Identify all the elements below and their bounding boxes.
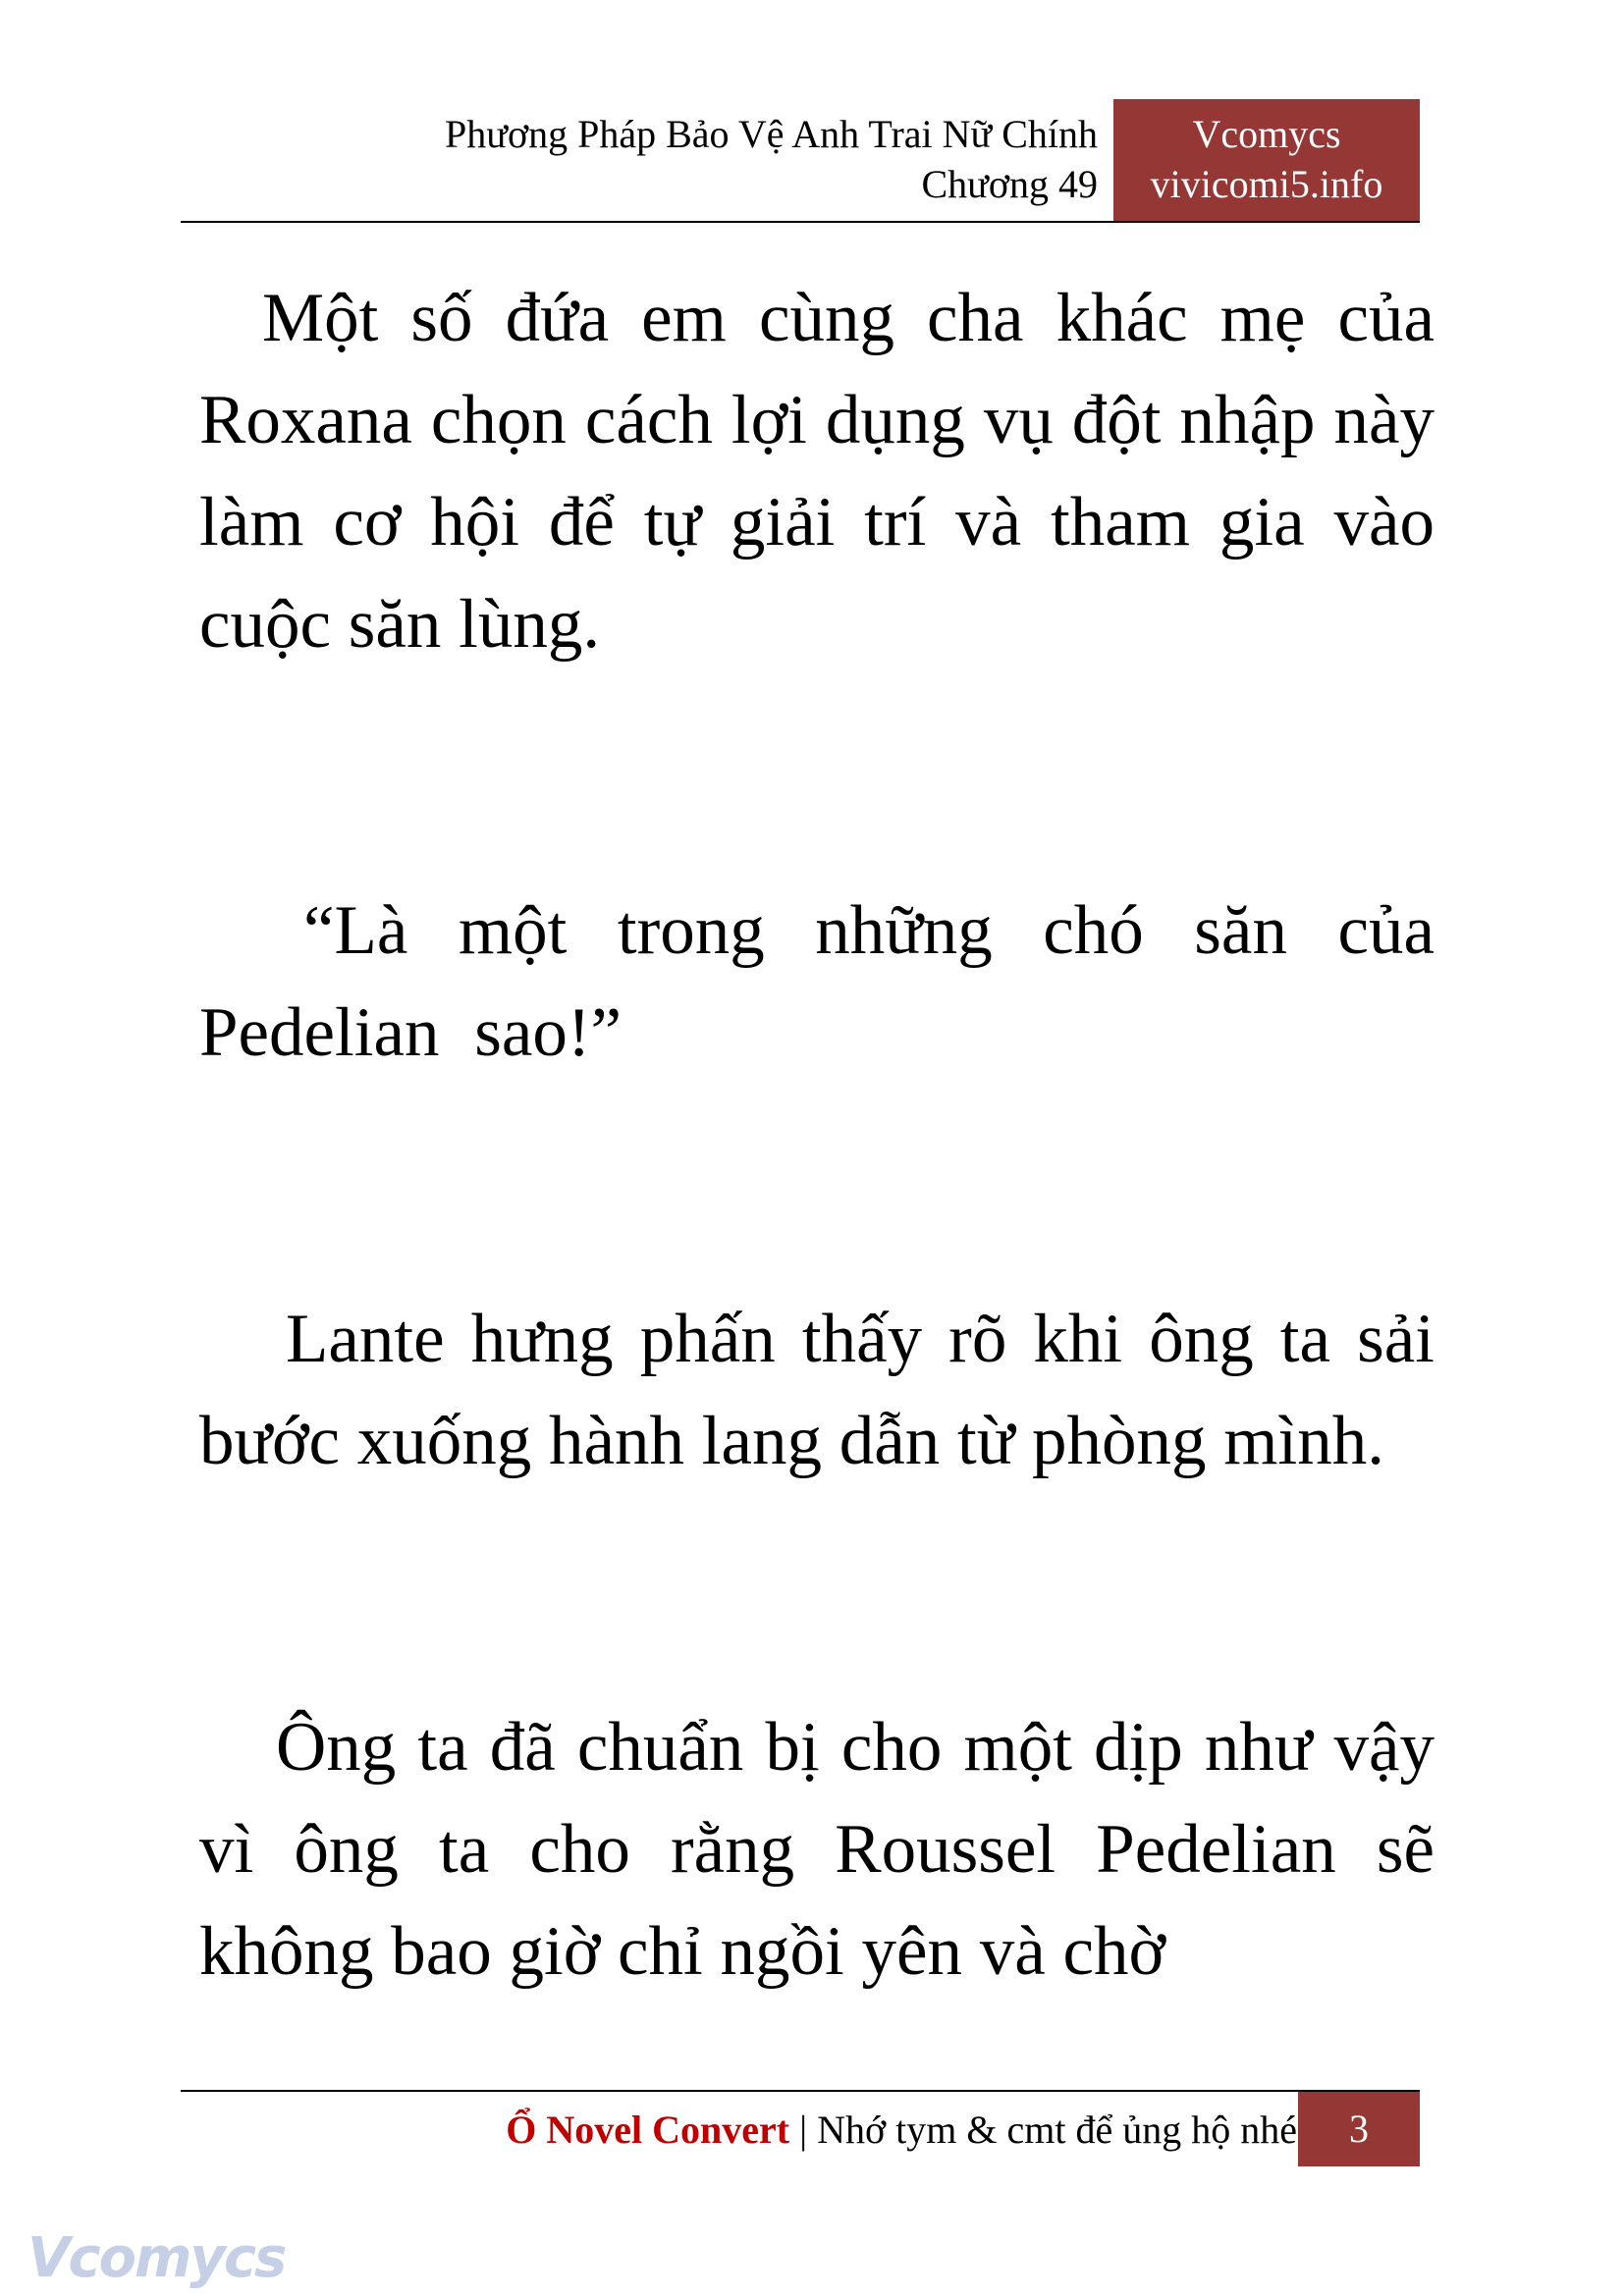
paragraph: Một số đứa em cùng cha khác mẹ của Roxana chọn cách lợi dụng vụ đột nhập này làm cơ hội để tự giải trí và tham gia vào cuộc săn lùng. (199, 280, 1435, 663)
header-brand-box (1113, 99, 1420, 221)
header-titles (445, 109, 1098, 209)
book-title: Phương Pháp Bảo Vệ Anh Trai Nữ Chính (445, 112, 1098, 156)
chapter-label: Chương 49 (921, 162, 1098, 206)
watermark-logo: Vcomycs (27, 2226, 286, 2290)
page-header (181, 99, 1420, 223)
footer-separator: | (799, 2108, 808, 2152)
page-number: 3 (1298, 2092, 1420, 2166)
footer-text (506, 2106, 1297, 2155)
paragraph: Lante hưng phấn thấy rõ khi ông ta sải bước xuống hành lang dẫn từ phòng mình. (199, 1301, 1435, 1479)
footer-brand: Ổ Novel Convert (506, 2108, 790, 2152)
page-footer (181, 2090, 1420, 2166)
brand-url: vivicomi5.info (1150, 162, 1383, 206)
paragraph: “Là một trong những chó săn của Pedelian sao!” (199, 892, 1435, 1071)
footer-message: Nhớ tym & cmt để ủng hộ nhé (817, 2108, 1297, 2152)
brand-name: Vcomycs (1192, 112, 1341, 156)
page-content (199, 267, 1435, 2002)
paragraph: Ông ta đã chuẩn bị cho một dịp như vậy vì ông ta cho rằng Roussel Pedelian sẽ không bao giờ chỉ ngồi yên và chờ (199, 1709, 1435, 1990)
